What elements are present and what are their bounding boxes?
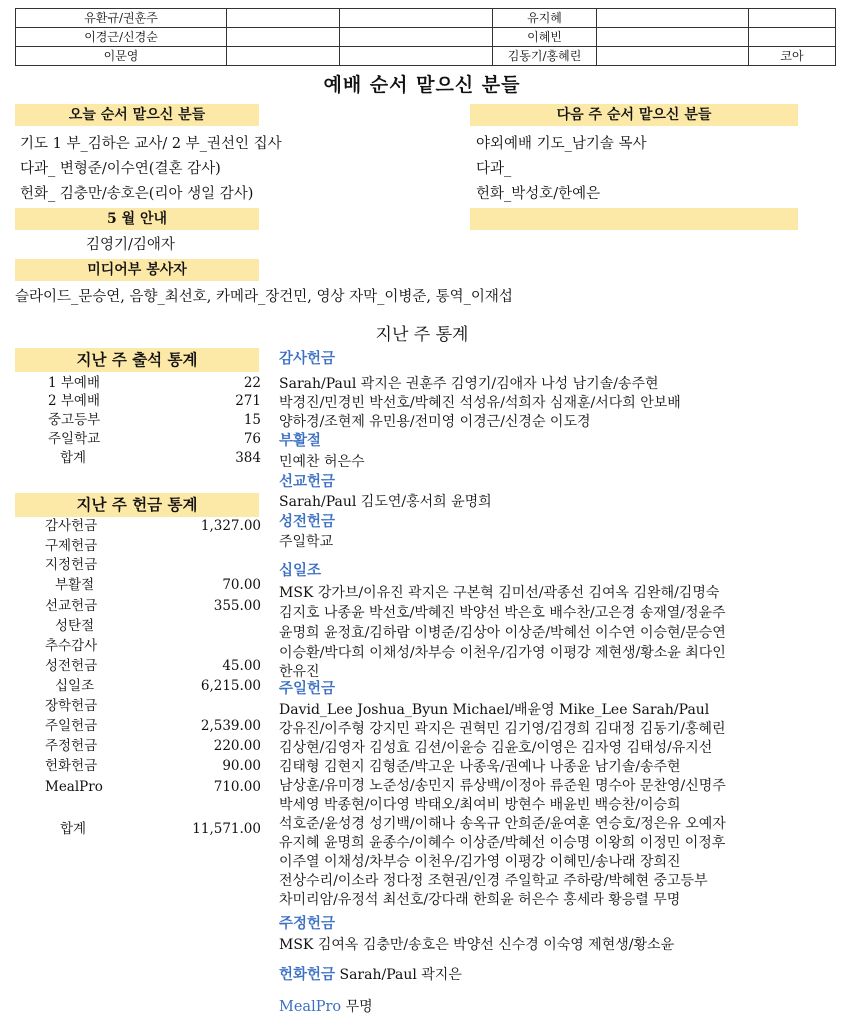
table-cell bbox=[597, 28, 749, 47]
table-row bbox=[15, 374, 261, 392]
row-label: 헌화헌금 bbox=[45, 758, 98, 774]
row-label: 구제헌금 bbox=[45, 538, 98, 554]
attendance-heading: 지난 주 출석 통계 bbox=[15, 348, 259, 372]
today-line: 헌화_ 김충만/송호은(리아 생일 감사) bbox=[20, 186, 254, 202]
donor-line: MSK 김여옥 김충만/송호은 박양선 신수경 이숙영 제현생/황소윤 bbox=[279, 937, 675, 953]
today-line: 다과_ 변형준/이수연(결혼 감사) bbox=[20, 161, 221, 177]
table-row bbox=[15, 392, 261, 410]
table-row bbox=[15, 556, 261, 574]
donor-line: 이주열 이채성/차부승 이천우/김가영 이평강 이혜민/송나래 장희진 bbox=[279, 854, 681, 870]
table-cell bbox=[340, 28, 493, 47]
row-value: 220.00 bbox=[213, 738, 261, 754]
donor-line: 한유진 bbox=[279, 664, 320, 680]
donor-section-title: 부활절 bbox=[279, 432, 322, 449]
media-heading: 미디어부 봉사자 bbox=[15, 259, 259, 281]
donor-inline-section bbox=[279, 963, 462, 984]
donor-line: Sarah/Paul 김도연/홍서희 윤명희 bbox=[279, 494, 492, 510]
donor-line: 전상수리/이소라 정다정 조현권/인경 주일학교 주하랑/박혜현 중고등부 bbox=[279, 873, 708, 889]
table-row bbox=[15, 617, 261, 635]
table-cell: 김동기/홍혜린 bbox=[493, 47, 597, 66]
donor-line: 김지호 나종윤 박선호/박혜진 박양선 박은호 배수찬/고은경 송재열/정윤주 bbox=[279, 605, 726, 621]
next-line: 다과_ bbox=[476, 161, 512, 177]
table-cell: 코아 bbox=[749, 47, 836, 66]
row-label: 성전헌금 bbox=[45, 658, 98, 674]
donor-line: 민예찬 허은수 bbox=[279, 454, 365, 470]
donor-line: Sarah/Paul 곽지은 권훈주 김영기/김애자 나성 남기솔/송주현 bbox=[279, 376, 659, 392]
row-label: MealPro bbox=[45, 779, 103, 795]
donor-line: 윤명희 윤정효/김하람 이병준/김상아 이상준/박혜선 이수연 이승현/문승연 bbox=[279, 625, 726, 641]
row-value: 76 bbox=[243, 431, 261, 447]
table-row bbox=[15, 597, 261, 615]
row-value: 1,327.00 bbox=[200, 518, 261, 534]
donor-section-title: 주일헌금 bbox=[279, 680, 336, 697]
row-label: 감사헌금 bbox=[45, 518, 98, 534]
media-text: 슬라이드_문승연, 음향_최선호, 카메라_장건민, 영상 자막_이병준, 통역_이재섭 bbox=[15, 289, 513, 305]
table-cell bbox=[749, 28, 836, 47]
next-line: 헌화_박성호/한예은 bbox=[476, 186, 601, 202]
table-row bbox=[15, 449, 261, 467]
row-label: 추수감사 bbox=[45, 638, 98, 654]
table-cell bbox=[749, 9, 836, 28]
donor-line: 박세영 박종현/이다영 박태오/최여비 방현수 배윤빈 백승찬/이승희 bbox=[279, 797, 681, 813]
row-value: 2,539.00 bbox=[200, 718, 261, 734]
table-cell bbox=[227, 47, 340, 66]
table-cell bbox=[340, 9, 493, 28]
table-row bbox=[16, 47, 836, 66]
donor-line: 석호준/윤성경 성기백/이해나 송옥규 안희준/윤여훈 연승호/정은유 오예자 bbox=[279, 816, 726, 832]
donor-section-title: 성전헌금 bbox=[279, 513, 336, 530]
table-cell bbox=[597, 47, 749, 66]
row-value: 45.00 bbox=[222, 658, 261, 674]
stats-title: 지난 주 통계 bbox=[375, 325, 469, 345]
table-row bbox=[15, 697, 261, 715]
donor-line: 무명 bbox=[345, 999, 373, 1015]
row-label: 십일조 bbox=[55, 678, 95, 694]
row-label: 주일헌금 bbox=[45, 718, 98, 734]
top-table bbox=[15, 8, 836, 66]
table-row bbox=[15, 537, 261, 555]
table-cell: 유지혜 bbox=[493, 9, 597, 28]
row-value: 6,215.00 bbox=[200, 678, 261, 694]
table-row bbox=[15, 778, 261, 796]
row-label: 지정헌금 bbox=[45, 557, 98, 573]
today-line: 기도 1 부_김하은 교사/ 2 부_권선인 집사 bbox=[20, 136, 282, 152]
row-value: 70.00 bbox=[222, 577, 261, 593]
donor-line: 차미리암/유정석 최선호/강다래 한희윤 허은수 홍세라 황응렬 무명 bbox=[279, 892, 681, 908]
donor-inline-section bbox=[279, 996, 373, 1016]
may-text: 김영기/김애자 bbox=[86, 237, 175, 253]
row-value: 90.00 bbox=[222, 758, 261, 774]
row-value: 355.00 bbox=[213, 598, 261, 614]
table-row bbox=[15, 657, 261, 675]
donor-line: 김태형 김현지 김형준/박고운 나종욱/권예나 나종윤 남기솔/송주현 bbox=[279, 759, 681, 775]
donor-line: 남상훈/유미경 노준성/송민지 류상백/이정아 류준원 명수아 문찬영/신명주 bbox=[279, 778, 726, 794]
table-cell: 이경근/신경순 bbox=[16, 28, 227, 47]
row-label: 2 부예배 bbox=[48, 393, 101, 409]
donor-section-title: 선교헌금 bbox=[279, 473, 336, 490]
table-row bbox=[15, 430, 261, 448]
table-cell: 유환규/권훈주 bbox=[16, 9, 227, 28]
donor-section-title: MealPro bbox=[279, 999, 342, 1015]
donor-section-title: 주정헌금 bbox=[279, 915, 336, 932]
row-label: 1 부예배 bbox=[48, 375, 101, 391]
row-label: 합계 bbox=[60, 821, 87, 837]
row-value: 15 bbox=[243, 412, 261, 428]
table-row bbox=[16, 28, 836, 47]
next-empty-bar bbox=[470, 208, 798, 230]
donor-section-title: 감사헌금 bbox=[279, 350, 336, 367]
donor-section-title: 십일조 bbox=[279, 562, 322, 579]
table-cell bbox=[227, 9, 340, 28]
next-heading: 다음 주 순서 맡으신 분들 bbox=[470, 104, 798, 126]
table-row bbox=[15, 677, 261, 695]
donor-line: 주일학교 bbox=[279, 534, 334, 550]
donor-line: 양하경/조현제 유민용/전미영 이경근/신경순 이도경 bbox=[279, 414, 591, 430]
table-cell bbox=[227, 28, 340, 47]
table-cell bbox=[597, 9, 749, 28]
row-value: 271 bbox=[235, 393, 261, 409]
table-row bbox=[15, 411, 261, 429]
table-row bbox=[15, 637, 261, 655]
donor-line: 박경진/민경빈 박선호/박혜진 석성유/석희자 심재훈/서다희 안보배 bbox=[279, 395, 681, 411]
row-label: 주일학교 bbox=[48, 431, 101, 447]
table-row-total bbox=[15, 820, 261, 838]
donor-line: MSK 강가브/이유진 곽지은 구본혁 김미선/곽종선 김여옥 김완해/김명숙 bbox=[279, 585, 720, 601]
row-value: 11,571.00 bbox=[192, 821, 261, 837]
next-line: 야외예배 기도_남기솔 목사 bbox=[476, 136, 647, 152]
table-row bbox=[16, 9, 836, 28]
row-label: 주정헌금 bbox=[45, 738, 98, 754]
table-row bbox=[15, 757, 261, 775]
row-label: 합계 bbox=[60, 450, 87, 466]
table-cell: 이문영 bbox=[16, 47, 227, 66]
row-label: 부활절 bbox=[55, 577, 95, 593]
row-label: 중고등부 bbox=[48, 412, 101, 428]
row-value: 710.00 bbox=[213, 779, 261, 795]
donor-section-title: 헌화헌금 bbox=[279, 966, 336, 983]
row-value: 22 bbox=[243, 375, 261, 391]
donor-line: 강유진/이주형 강지민 곽지은 권혁민 김기영/김경희 김대정 김동기/홍혜린 bbox=[279, 721, 726, 737]
table-row bbox=[15, 717, 261, 735]
row-label: 성탄절 bbox=[55, 618, 95, 634]
donor-line: 이승환/박다희 이채성/차부승 이천우/김가영 이평강 제현생/황소윤 최다인 bbox=[279, 645, 726, 661]
may-heading: 5 월 안내 bbox=[15, 208, 259, 230]
table-cell: 이혜빈 bbox=[493, 28, 597, 47]
row-label: 선교헌금 bbox=[45, 598, 98, 614]
donor-line: 유지혜 윤명희 윤종수/이혜수 이상준/박혜선 이승명 이왕희 이정민 이정후 bbox=[279, 835, 726, 851]
donor-line: Sarah/Paul 곽지은 bbox=[339, 967, 462, 983]
table-row bbox=[15, 737, 261, 755]
today-heading: 오늘 순서 맡으신 분들 bbox=[15, 104, 259, 126]
row-value: 384 bbox=[235, 450, 261, 466]
offering-heading: 지난 주 헌금 통계 bbox=[15, 493, 259, 517]
page-title: 예배 순서 맡으신 분들 bbox=[323, 74, 521, 96]
table-row bbox=[15, 517, 261, 535]
donor-line: David_Lee Joshua_Byun Michael/배윤영 Mike_Lee Sarah/Paul bbox=[279, 702, 710, 718]
donor-line: 김상현/김영자 김성효 김션/이윤승 김윤호/이영은 김자영 김태성/유지선 bbox=[279, 740, 713, 756]
table-row bbox=[15, 576, 261, 594]
table-cell bbox=[340, 47, 493, 66]
row-label: 장학헌금 bbox=[45, 698, 98, 714]
